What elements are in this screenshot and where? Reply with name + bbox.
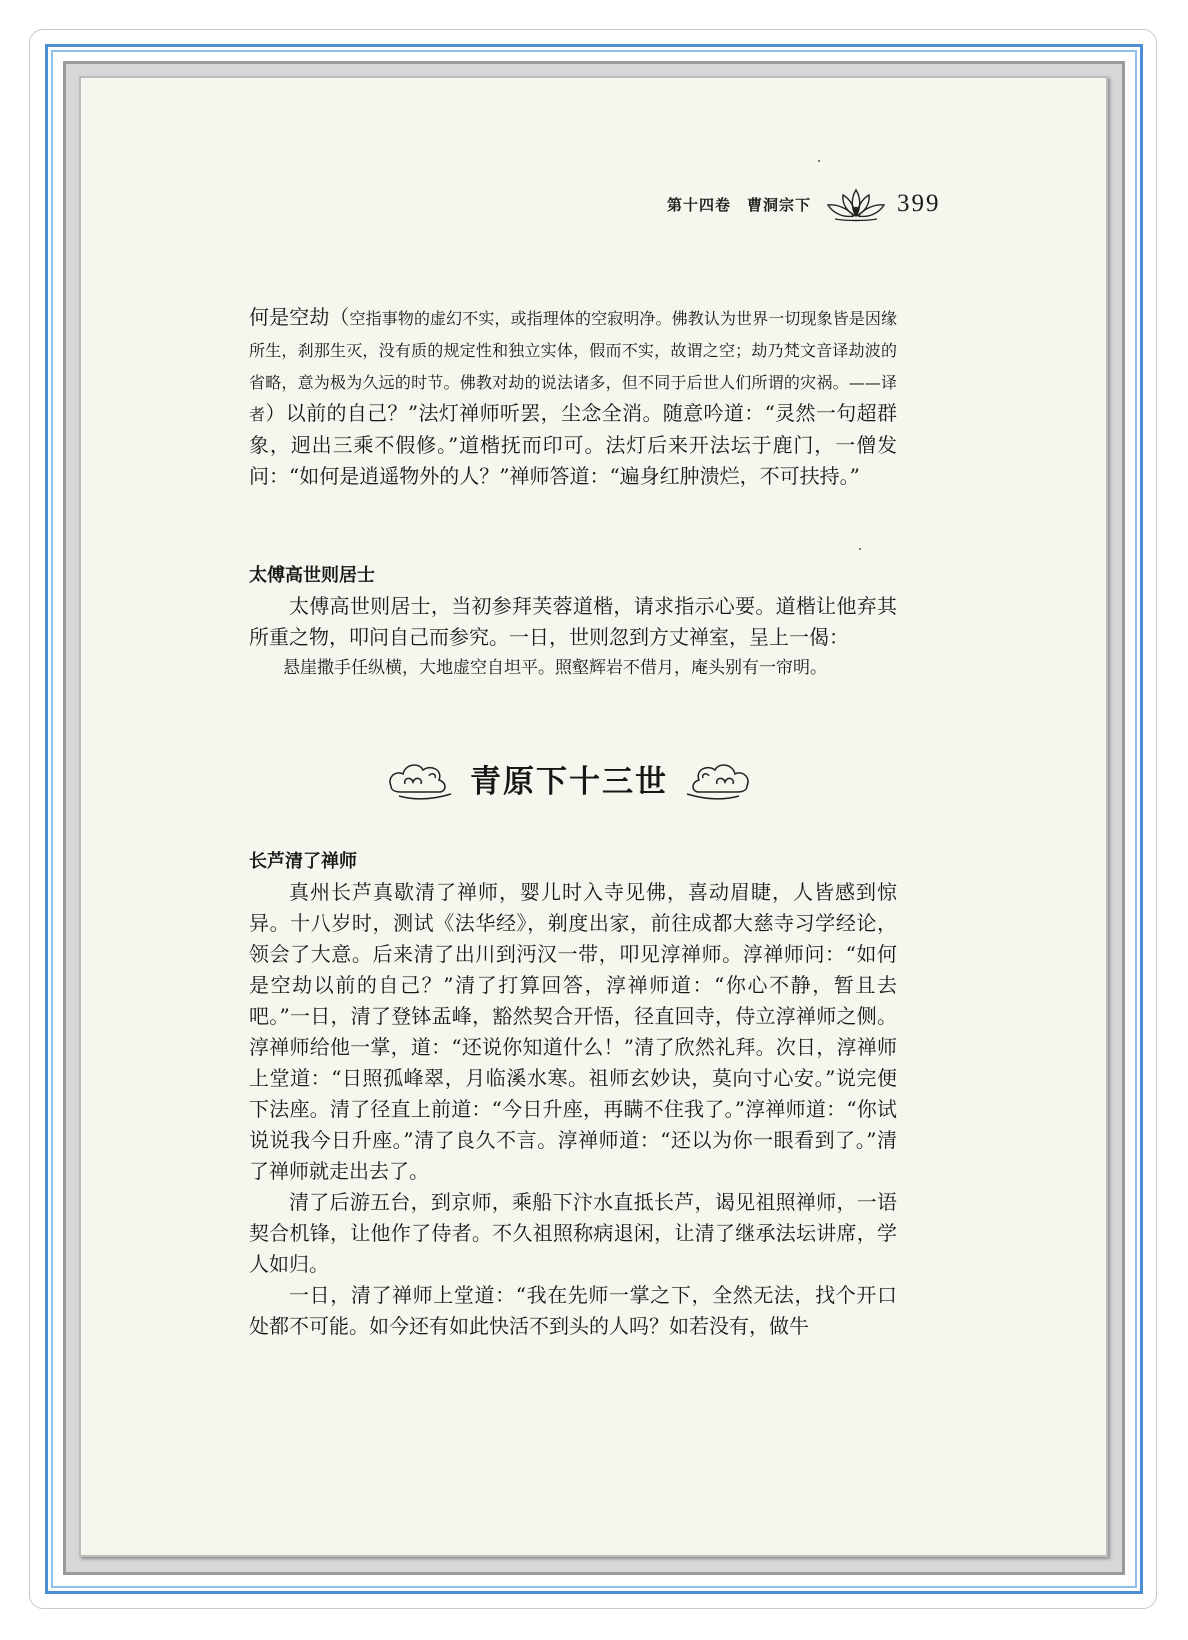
paper-speck (859, 548, 861, 550)
continuation-rest: ）以前的自己？”法灯禅师听罢，尘念全消。随意吟道：“灵然一句超群象，迥出三乘不假修。”道楷抚而印可。法灯后来开法坛于鹿门，一僧发问：“如何是逍遥物外的人？”禅师答道：“遍身红肿溃烂，不可扶持。” (249, 401, 897, 488)
continuation-lead: 何是空劫（ (249, 305, 350, 329)
lotus-ornament-icon (825, 186, 887, 222)
page-number: 399 (897, 190, 941, 217)
section-paragraph: 清了后游五台，到京师，乘船下汴水直抵长芦，谒见祖照禅师，一语契合机锋，让他作了侍者。不久祖照称病退闲，让清了继承法坛讲席，学人如归。 (249, 1190, 897, 1276)
running-header (667, 184, 941, 224)
section-label: 曹洞宗下 (747, 195, 812, 214)
volume-label: 第十四卷 (667, 195, 732, 214)
paper-speck (818, 160, 820, 162)
section-paragraph: 一日，清了禅师上堂道：“我在先师一掌之下，全然无法，找个开口处都不可能。如今还有如此快活不到头的人吗？如若没有，做牛 (249, 1283, 897, 1338)
translator-note: 空指事物的虚幻不实，或指理体的空寂明净。佛教认为世界一切现象皆是因缘所生，刹那生灭，没有质的规定性和独立实体，假而不实，故谓之空；劫乃梵文音译劫波的省略，意为极为久远的时节。佛教对劫的说法诸多，但不同于后世人们所谓的灾祸。——译者 (249, 309, 897, 424)
section-gao-shize (249, 560, 897, 684)
section-paragraph: 真州长芦真歇清了禅师，婴儿时入寺见佛，喜动眉睫，人皆感到惊异。十八岁时，测试《法华经》，剃度出家，前往成都大慈寺习学经论，领会了大意。后来清了出川到沔汉一带，叩见淳禅师。淳禅师问：“如何是空劫以前的自己？”清了打算回答，淳禅师道：“你心不静，暂且去吧。”一日，清了登钵盂峰，豁然契合开悟，径直回寺，侍立淳禅师之侧。淳禅师给他一掌，道：“还说你知道什么！”清了欣然礼拜。次日，淳禅师上堂道：“日照孤峰翠，月临溪水寒。祖师玄妙诀，莫向寸心安。”说完便下法座。清了径直上前道：“今日升座，再瞒不住我了。”淳禅师道：“你试说说我今日升座。”清了良久不言。淳禅师道：“还以为你一眼看到了。”清了禅师就走出去了。 (249, 880, 897, 1183)
verse: 悬崖撒手任纵横，大地虚空自坦平。照壑辉岩不借月，庵头别有一帘明。 (283, 658, 827, 678)
chapter-title: 青原下十三世 (470, 763, 668, 800)
section-heading: 长芦清了禅师 (249, 851, 357, 872)
continuation-block (249, 302, 897, 492)
cloud-ornament-left-icon (385, 756, 455, 800)
section-paragraph: 太傅高世则居士，当初参拜芙蓉道楷，请求指示心要。道楷让他弃其所重之物，叩问自己而参究。一日，世则忽到方丈禅室，呈上一偈： (249, 594, 897, 649)
section-heading: 太傅高世则居士 (249, 565, 375, 586)
cloud-ornament-right-icon (683, 756, 753, 800)
section-changlu-qingliao (249, 846, 897, 1342)
continuation-paragraph (249, 302, 897, 492)
chapter-title-banner (385, 750, 753, 806)
